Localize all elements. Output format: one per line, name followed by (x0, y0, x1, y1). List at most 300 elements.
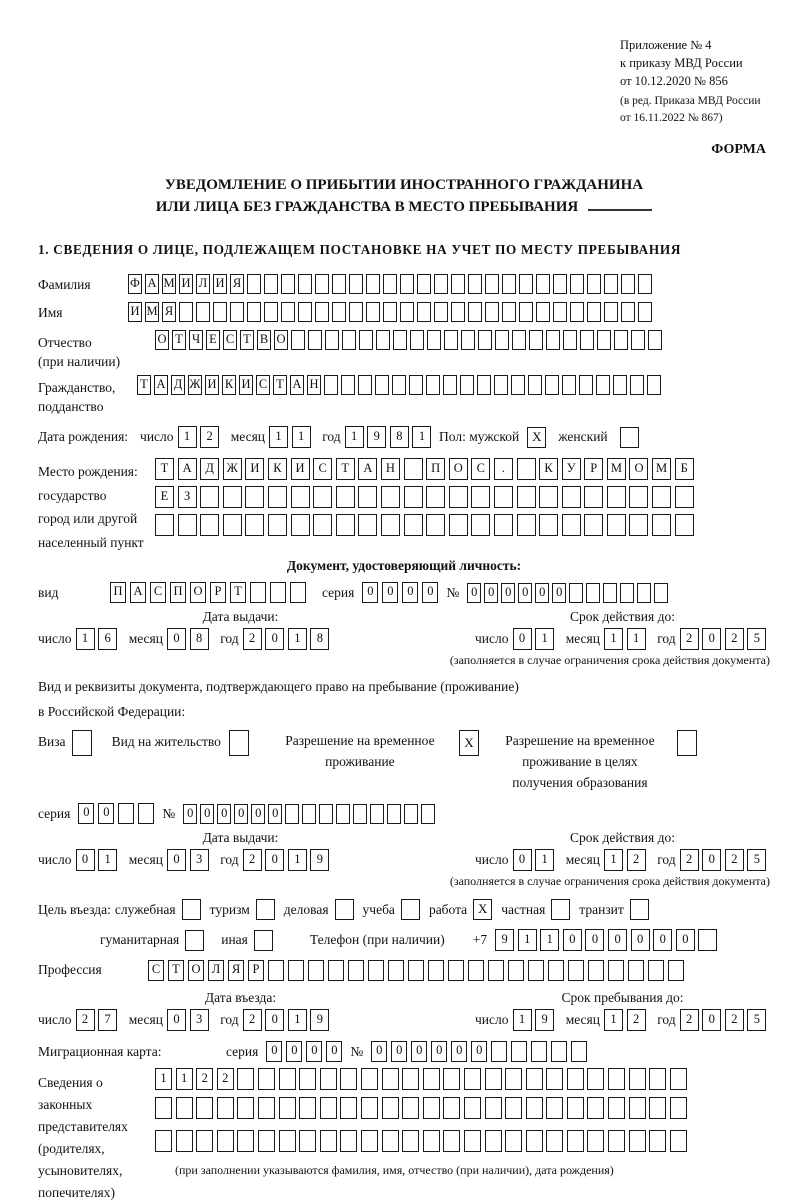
char-cell[interactable] (349, 274, 363, 294)
stay-month-input[interactable] (604, 1009, 649, 1031)
representatives-row1-input[interactable] (155, 1068, 690, 1090)
char-cell[interactable] (217, 1130, 234, 1152)
char-cell[interactable] (548, 960, 564, 981)
char-cell[interactable] (421, 804, 435, 824)
char-cell[interactable]: 9 (310, 1009, 329, 1031)
char-cell[interactable] (698, 929, 717, 951)
char-cell[interactable] (409, 375, 423, 395)
char-cell[interactable]: 0 (501, 583, 515, 603)
char-cell[interactable]: 1 (288, 1009, 307, 1031)
char-cell[interactable] (587, 274, 601, 294)
char-cell[interactable]: 0 (552, 583, 566, 603)
migration-number-input[interactable] (371, 1041, 591, 1062)
char-cell[interactable] (281, 302, 295, 322)
char-cell[interactable] (546, 330, 560, 350)
char-cell[interactable] (526, 1068, 543, 1090)
char-cell[interactable] (348, 960, 364, 981)
char-cell[interactable] (495, 330, 509, 350)
char-cell[interactable] (629, 1068, 646, 1090)
char-cell[interactable] (279, 1068, 296, 1090)
stay-day-input[interactable] (513, 1009, 558, 1031)
char-cell[interactable]: О (190, 582, 206, 603)
char-cell[interactable] (491, 1041, 507, 1062)
char-cell[interactable] (155, 514, 174, 536)
char-cell[interactable]: И (239, 375, 253, 395)
sex-male-checkbox[interactable]: X (527, 427, 546, 448)
char-cell[interactable] (494, 514, 513, 536)
char-cell[interactable] (607, 486, 626, 508)
char-cell[interactable] (382, 1068, 399, 1090)
purpose-humanitarian-checkbox[interactable] (185, 930, 204, 951)
char-cell[interactable] (608, 1130, 625, 1152)
char-cell[interactable] (604, 302, 618, 322)
char-cell[interactable] (381, 486, 400, 508)
char-cell[interactable]: П (110, 582, 126, 603)
char-cell[interactable]: О (629, 458, 648, 480)
char-cell[interactable]: Т (273, 375, 287, 395)
char-cell[interactable] (423, 1130, 440, 1152)
char-cell[interactable]: 1 (176, 1068, 193, 1090)
char-cell[interactable]: И (128, 302, 142, 322)
char-cell[interactable]: 2 (243, 628, 262, 650)
char-cell[interactable] (468, 274, 482, 294)
visa-checkbox[interactable] (72, 730, 92, 756)
char-cell[interactable] (526, 1130, 543, 1152)
char-cell[interactable] (336, 486, 355, 508)
char-cell[interactable] (223, 514, 242, 536)
identity-series-input[interactable] (362, 582, 442, 603)
char-cell[interactable] (279, 1130, 296, 1152)
permit-issue-year-input[interactable] (243, 849, 333, 871)
permit-valid-year-input[interactable] (680, 849, 770, 871)
char-cell[interactable] (675, 486, 694, 508)
char-cell[interactable] (291, 514, 310, 536)
char-cell[interactable] (536, 274, 550, 294)
char-cell[interactable] (404, 486, 423, 508)
char-cell[interactable] (315, 302, 329, 322)
char-cell[interactable] (443, 1130, 460, 1152)
char-cell[interactable]: М (652, 458, 671, 480)
char-cell[interactable] (281, 274, 295, 294)
char-cell[interactable] (299, 1068, 316, 1090)
char-cell[interactable] (402, 1097, 419, 1119)
char-cell[interactable] (570, 274, 584, 294)
char-cell[interactable]: 1 (604, 849, 623, 871)
char-cell[interactable]: 2 (725, 1009, 744, 1031)
char-cell[interactable]: Н (381, 458, 400, 480)
char-cell[interactable] (340, 1130, 357, 1152)
char-cell[interactable] (528, 960, 544, 981)
char-cell[interactable] (358, 375, 372, 395)
char-cell[interactable] (531, 1041, 547, 1062)
char-cell[interactable] (250, 582, 266, 603)
char-cell[interactable]: 0 (362, 582, 378, 603)
char-cell[interactable]: А (178, 458, 197, 480)
char-cell[interactable] (621, 274, 635, 294)
char-cell[interactable] (485, 274, 499, 294)
char-cell[interactable] (629, 486, 648, 508)
char-cell[interactable] (138, 803, 154, 824)
char-cell[interactable] (494, 375, 508, 395)
char-cell[interactable] (579, 375, 593, 395)
char-cell[interactable]: 1 (535, 628, 554, 650)
char-cell[interactable] (361, 1097, 378, 1119)
char-cell[interactable] (563, 330, 577, 350)
char-cell[interactable]: А (130, 582, 146, 603)
char-cell[interactable] (631, 330, 645, 350)
char-cell[interactable] (383, 274, 397, 294)
residence-permit-checkbox[interactable] (229, 730, 249, 756)
char-cell[interactable] (313, 486, 332, 508)
char-cell[interactable] (393, 330, 407, 350)
purpose-private-checkbox[interactable] (551, 899, 570, 920)
char-cell[interactable] (648, 960, 664, 981)
char-cell[interactable] (608, 1068, 625, 1090)
char-cell[interactable] (468, 960, 484, 981)
char-cell[interactable] (332, 274, 346, 294)
permit-issue-day-input[interactable] (76, 849, 121, 871)
char-cell[interactable] (638, 274, 652, 294)
char-cell[interactable] (247, 274, 261, 294)
char-cell[interactable] (264, 302, 278, 322)
char-cell[interactable] (428, 960, 444, 981)
char-cell[interactable]: 0 (513, 849, 532, 871)
char-cell[interactable] (568, 960, 584, 981)
char-cell[interactable] (336, 514, 355, 536)
char-cell[interactable] (200, 514, 219, 536)
birth-month-input[interactable] (269, 426, 314, 448)
char-cell[interactable]: 0 (702, 849, 721, 871)
char-cell[interactable] (213, 302, 227, 322)
char-cell[interactable]: 0 (326, 1041, 342, 1062)
char-cell[interactable]: 0 (167, 1009, 186, 1031)
char-cell[interactable]: 0 (183, 804, 197, 824)
char-cell[interactable] (502, 302, 516, 322)
stay-year-input[interactable] (680, 1009, 770, 1031)
char-cell[interactable]: 8 (310, 628, 329, 650)
char-cell[interactable]: Т (336, 458, 355, 480)
char-cell[interactable]: 0 (200, 804, 214, 824)
char-cell[interactable] (370, 804, 384, 824)
char-cell[interactable]: 1 (292, 426, 311, 448)
char-cell[interactable] (196, 1130, 213, 1152)
char-cell[interactable] (237, 1130, 254, 1152)
education-residence-checkbox[interactable] (677, 730, 697, 756)
char-cell[interactable] (449, 514, 468, 536)
birthplace-row3-input[interactable] (155, 514, 697, 536)
char-cell[interactable] (494, 486, 513, 508)
char-cell[interactable]: 1 (604, 628, 623, 650)
char-cell[interactable] (567, 1097, 584, 1119)
char-cell[interactable] (608, 960, 624, 981)
char-cell[interactable] (580, 330, 594, 350)
birth-day-input[interactable] (178, 426, 223, 448)
char-cell[interactable] (375, 375, 389, 395)
char-cell[interactable] (536, 302, 550, 322)
char-cell[interactable] (597, 330, 611, 350)
char-cell[interactable] (528, 375, 542, 395)
identity-number-input[interactable] (467, 583, 671, 603)
permit-series-input[interactable] (78, 803, 158, 824)
char-cell[interactable] (649, 1097, 666, 1119)
identity-valid-day-input[interactable] (513, 628, 558, 650)
char-cell[interactable] (342, 330, 356, 350)
char-cell[interactable] (649, 1068, 666, 1090)
char-cell[interactable]: С (471, 458, 490, 480)
char-cell[interactable] (382, 1097, 399, 1119)
char-cell[interactable] (562, 375, 576, 395)
char-cell[interactable] (604, 274, 618, 294)
char-cell[interactable] (302, 804, 316, 824)
char-cell[interactable] (426, 375, 440, 395)
char-cell[interactable] (587, 1130, 604, 1152)
char-cell[interactable]: И (245, 458, 264, 480)
char-cell[interactable]: 0 (563, 929, 582, 951)
char-cell[interactable] (268, 960, 284, 981)
purpose-business-checkbox[interactable] (335, 899, 354, 920)
char-cell[interactable] (387, 804, 401, 824)
char-cell[interactable]: 2 (243, 849, 262, 871)
permit-valid-month-input[interactable] (604, 849, 649, 871)
char-cell[interactable] (366, 274, 380, 294)
char-cell[interactable]: Я (162, 302, 176, 322)
char-cell[interactable] (298, 274, 312, 294)
char-cell[interactable]: Д (171, 375, 185, 395)
identity-valid-month-input[interactable] (604, 628, 649, 650)
purpose-other-checkbox[interactable] (254, 930, 273, 951)
char-cell[interactable] (512, 330, 526, 350)
char-cell[interactable] (670, 1097, 687, 1119)
char-cell[interactable]: 2 (627, 849, 646, 871)
char-cell[interactable]: 0 (513, 628, 532, 650)
char-cell[interactable] (596, 375, 610, 395)
char-cell[interactable]: 0 (585, 929, 604, 951)
char-cell[interactable] (478, 330, 492, 350)
char-cell[interactable]: Ч (189, 330, 203, 350)
char-cell[interactable] (358, 486, 377, 508)
char-cell[interactable]: М (145, 302, 159, 322)
char-cell[interactable]: 8 (190, 628, 209, 650)
char-cell[interactable]: Т (230, 582, 246, 603)
char-cell[interactable] (629, 1130, 646, 1152)
char-cell[interactable] (178, 514, 197, 536)
char-cell[interactable] (613, 375, 627, 395)
char-cell[interactable]: 0 (167, 628, 186, 650)
char-cell[interactable] (290, 582, 306, 603)
char-cell[interactable]: П (170, 582, 186, 603)
char-cell[interactable] (361, 1130, 378, 1152)
char-cell[interactable]: Т (240, 330, 254, 350)
char-cell[interactable] (637, 583, 651, 603)
char-cell[interactable] (451, 274, 465, 294)
char-cell[interactable]: 2 (725, 628, 744, 650)
char-cell[interactable] (587, 1068, 604, 1090)
char-cell[interactable]: Т (172, 330, 186, 350)
char-cell[interactable] (268, 486, 287, 508)
char-cell[interactable] (118, 803, 134, 824)
char-cell[interactable] (402, 1130, 419, 1152)
char-cell[interactable]: С (256, 375, 270, 395)
char-cell[interactable] (237, 1068, 254, 1090)
char-cell[interactable]: 2 (627, 1009, 646, 1031)
char-cell[interactable]: 0 (631, 929, 650, 951)
char-cell[interactable] (629, 514, 648, 536)
char-cell[interactable]: 0 (608, 929, 627, 951)
char-cell[interactable]: 2 (680, 628, 699, 650)
temporary-residence-checkbox[interactable]: X (459, 730, 479, 756)
char-cell[interactable] (368, 960, 384, 981)
char-cell[interactable] (546, 1068, 563, 1090)
char-cell[interactable]: Е (206, 330, 220, 350)
char-cell[interactable] (443, 375, 457, 395)
char-cell[interactable] (571, 1041, 587, 1062)
char-cell[interactable] (670, 1130, 687, 1152)
char-cell[interactable] (608, 1097, 625, 1119)
char-cell[interactable]: 1 (540, 929, 559, 951)
char-cell[interactable]: 3 (190, 849, 209, 871)
char-cell[interactable] (381, 514, 400, 536)
char-cell[interactable] (471, 514, 490, 536)
identity-issue-day-input[interactable] (76, 628, 121, 650)
char-cell[interactable]: 1 (535, 849, 554, 871)
char-cell[interactable]: 0 (382, 582, 398, 603)
char-cell[interactable] (519, 302, 533, 322)
char-cell[interactable]: . (494, 458, 513, 480)
char-cell[interactable]: 0 (266, 1041, 282, 1062)
char-cell[interactable] (443, 1097, 460, 1119)
char-cell[interactable] (361, 1068, 378, 1090)
char-cell[interactable] (155, 1130, 172, 1152)
char-cell[interactable] (607, 514, 626, 536)
char-cell[interactable] (505, 1097, 522, 1119)
entry-year-input[interactable] (243, 1009, 333, 1031)
identity-issue-month-input[interactable] (167, 628, 212, 650)
char-cell[interactable]: 0 (411, 1041, 427, 1062)
char-cell[interactable] (485, 1097, 502, 1119)
char-cell[interactable] (562, 514, 581, 536)
char-cell[interactable]: Т (155, 458, 174, 480)
char-cell[interactable] (291, 486, 310, 508)
char-cell[interactable] (443, 1068, 460, 1090)
char-cell[interactable] (508, 960, 524, 981)
char-cell[interactable]: Р (248, 960, 264, 981)
char-cell[interactable] (586, 583, 600, 603)
char-cell[interactable] (517, 458, 536, 480)
char-cell[interactable]: 0 (78, 803, 94, 824)
char-cell[interactable] (485, 1130, 502, 1152)
char-cell[interactable] (176, 1097, 193, 1119)
identity-kind-input[interactable] (110, 582, 310, 603)
char-cell[interactable] (341, 375, 355, 395)
char-cell[interactable]: Я (228, 960, 244, 981)
char-cell[interactable] (423, 1068, 440, 1090)
char-cell[interactable]: А (145, 274, 159, 294)
birthplace-row1-input[interactable] (155, 458, 697, 480)
identity-valid-year-input[interactable] (680, 628, 770, 650)
char-cell[interactable] (410, 330, 424, 350)
char-cell[interactable] (628, 960, 644, 981)
char-cell[interactable] (485, 302, 499, 322)
char-cell[interactable] (200, 486, 219, 508)
char-cell[interactable] (313, 514, 332, 536)
char-cell[interactable]: 0 (265, 1009, 284, 1031)
char-cell[interactable] (340, 1068, 357, 1090)
char-cell[interactable] (196, 1097, 213, 1119)
profession-input[interactable] (148, 960, 688, 981)
char-cell[interactable]: Ф (128, 274, 142, 294)
char-cell[interactable]: 0 (702, 1009, 721, 1031)
char-cell[interactable] (404, 804, 418, 824)
char-cell[interactable] (448, 960, 464, 981)
char-cell[interactable]: 8 (390, 426, 409, 448)
char-cell[interactable] (349, 302, 363, 322)
char-cell[interactable] (434, 302, 448, 322)
char-cell[interactable]: О (155, 330, 169, 350)
char-cell[interactable] (320, 1097, 337, 1119)
char-cell[interactable] (325, 330, 339, 350)
char-cell[interactable]: Ж (223, 458, 242, 480)
char-cell[interactable]: 2 (217, 1068, 234, 1090)
char-cell[interactable] (299, 1130, 316, 1152)
char-cell[interactable] (176, 1130, 193, 1152)
char-cell[interactable] (587, 302, 601, 322)
char-cell[interactable] (319, 804, 333, 824)
char-cell[interactable]: С (223, 330, 237, 350)
char-cell[interactable] (298, 302, 312, 322)
char-cell[interactable]: О (188, 960, 204, 981)
char-cell[interactable] (570, 302, 584, 322)
char-cell[interactable] (517, 486, 536, 508)
char-cell[interactable]: М (162, 274, 176, 294)
entry-day-input[interactable] (76, 1009, 121, 1031)
char-cell[interactable] (517, 514, 536, 536)
char-cell[interactable]: Л (196, 274, 210, 294)
char-cell[interactable] (258, 1130, 275, 1152)
char-cell[interactable]: 6 (98, 628, 117, 650)
char-cell[interactable] (359, 330, 373, 350)
char-cell[interactable] (400, 302, 414, 322)
char-cell[interactable] (461, 330, 475, 350)
char-cell[interactable] (427, 330, 441, 350)
char-cell[interactable] (471, 486, 490, 508)
char-cell[interactable] (404, 514, 423, 536)
char-cell[interactable]: К (539, 458, 558, 480)
char-cell[interactable] (258, 1068, 275, 1090)
char-cell[interactable] (155, 1097, 172, 1119)
char-cell[interactable] (567, 1130, 584, 1152)
char-cell[interactable] (291, 330, 305, 350)
char-cell[interactable] (551, 1041, 567, 1062)
char-cell[interactable] (358, 514, 377, 536)
char-cell[interactable]: Я (230, 274, 244, 294)
char-cell[interactable]: 1 (178, 426, 197, 448)
phone-input[interactable] (495, 929, 721, 951)
char-cell[interactable] (511, 1041, 527, 1062)
char-cell[interactable] (320, 1068, 337, 1090)
char-cell[interactable] (464, 1130, 481, 1152)
char-cell[interactable]: М (607, 458, 626, 480)
birth-year-input[interactable] (345, 426, 435, 448)
char-cell[interactable] (264, 274, 278, 294)
char-cell[interactable] (392, 375, 406, 395)
char-cell[interactable]: 3 (190, 1009, 209, 1031)
purpose-study-checkbox[interactable] (401, 899, 420, 920)
char-cell[interactable] (223, 486, 242, 508)
char-cell[interactable]: 0 (234, 804, 248, 824)
char-cell[interactable]: В (257, 330, 271, 350)
char-cell[interactable] (621, 302, 635, 322)
entry-month-input[interactable] (167, 1009, 212, 1031)
